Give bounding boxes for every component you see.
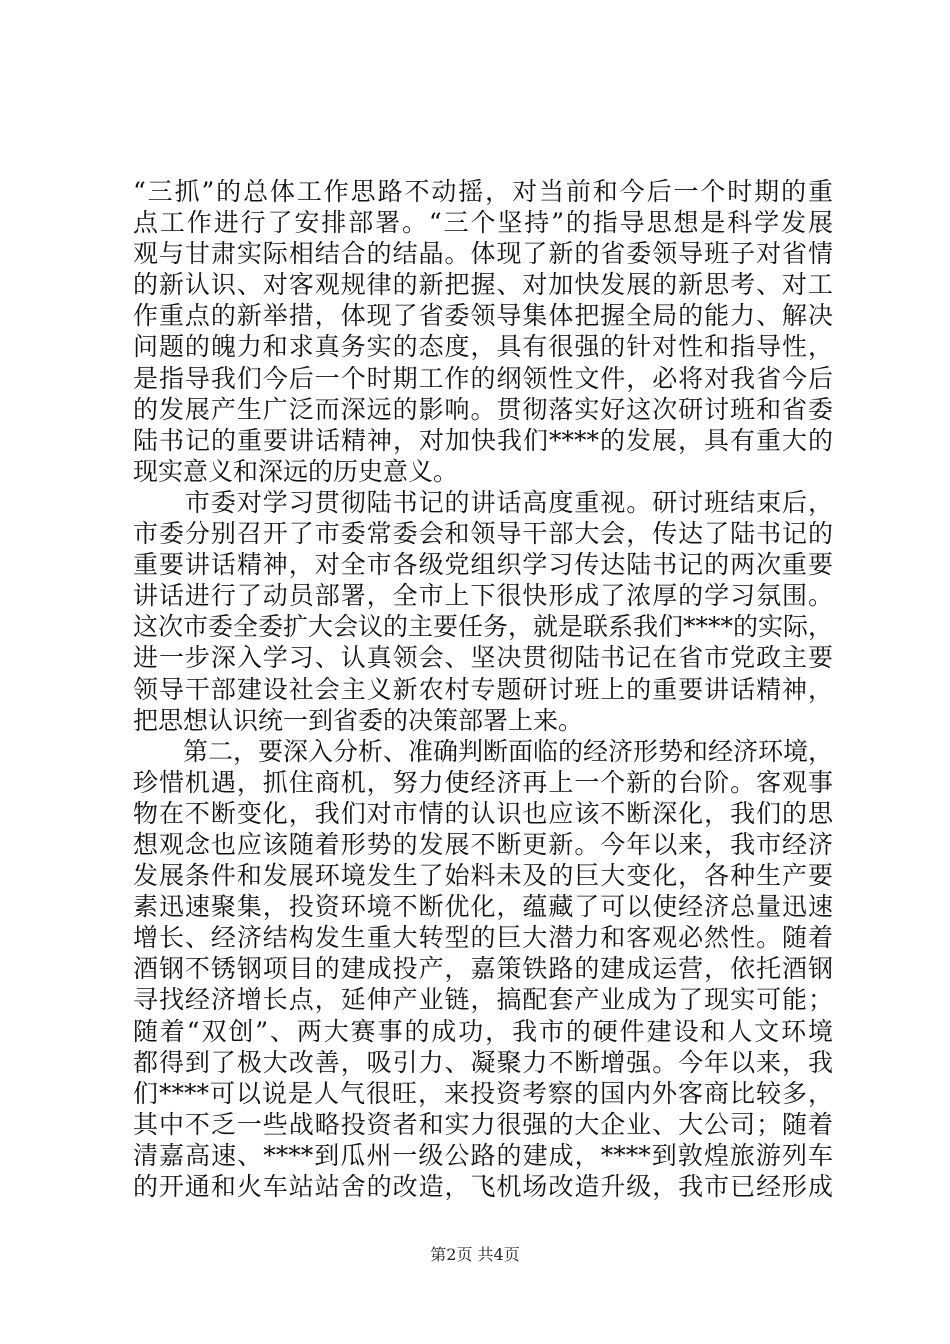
- page-number-label: 第2页 共4页: [430, 1245, 520, 1264]
- text-line: 珍惜机遇，抓住商机，努力使经济再上一个新的台阶。客观事: [133, 767, 833, 797]
- text-line: 市委分别召开了市委常委会和领导干部大会，传达了陆书记的: [133, 519, 833, 549]
- text-line: 清嘉高速、****到瓜州一级公路的建成，****到敦煌旅游列车: [133, 1140, 833, 1170]
- text-line: 观与甘肃实际相结合的结晶。体现了新的省委领导班子对省情: [133, 239, 833, 269]
- text-line: 把思想认识统一到省委的决策部署上来。: [133, 705, 584, 735]
- text-line: 都得到了极大改善，吸引力、凝聚力不断增强。今年以来，我: [133, 1047, 833, 1077]
- text-line: 们****可以说是人气很旺，来投资考察的国内外客商比较多，: [133, 1078, 833, 1108]
- text-line: 的新认识、对客观规律的新把握、对加快发展的新思考、对工: [133, 270, 833, 300]
- text-line: 重要讲话精神，对全市各级党组织学习传达陆书记的两次重要: [133, 550, 833, 580]
- text-line: 进一步深入学习、认真领会、坚决贯彻陆书记在省市党政主要: [133, 643, 833, 673]
- text-line: 讲话进行了动员部署，全市上下很快形成了浓厚的学习氛围。: [133, 581, 833, 611]
- page-footer: [0, 1245, 950, 1265]
- text-line: 这次市委全委扩大会议的主要任务，就是联系我们****的实际，: [133, 612, 834, 642]
- text-line: 想观念也应该随着形势的发展不断更新。今年以来，我市经济: [133, 829, 833, 859]
- text-line: 物在不断变化，我们对市情的认识也应该不断深化，我们的思: [133, 798, 833, 828]
- text-line: 增长、经济结构发生重大转型的巨大潜力和客观必然性。随着: [133, 923, 833, 953]
- text-line: “三抓”的总体工作思路不动摇，对当前和今后一个时期的重: [133, 177, 833, 206]
- text-line: 领导干部建设社会主义新农村专题研讨班上的重要讲话精神，: [133, 674, 833, 704]
- text-line: 是指导我们今后一个时期工作的纲领性文件，必将对我省今后: [133, 363, 833, 393]
- text-line: 点工作进行了安排部署。“三个坚持”的指导思想是科学发展: [133, 208, 833, 238]
- text-line: 第二，要深入分析、准确判断面临的经济形势和经济环境，: [133, 736, 834, 766]
- text-line: 作重点的新举措，体现了省委领导集体把握全局的能力、解决: [133, 301, 833, 331]
- text-line: 的发展产生广泛而深远的影响。贯彻落实好这次研讨班和省委: [133, 394, 833, 424]
- text-line: 的开通和火车站站舍的改造，飞机场改造升级，我市已经形成: [133, 1172, 833, 1201]
- text-line: 其中不乏一些战略投资者和实力很强的大企业、大公司；随着: [133, 1109, 833, 1139]
- text-line: 随着“双创”、两大赛事的成功，我市的硬件建设和人文环境: [133, 1016, 833, 1046]
- document-body: [133, 176, 833, 1202]
- text-line: 酒钢不锈钢项目的建成投产，嘉策铁路的建成运营，依托酒钢: [133, 954, 833, 984]
- text-line: 素迅速聚集，投资环境不断优化，蕴藏了可以使经济总量迅速: [133, 892, 833, 922]
- text-line: 陆书记的重要讲话精神，对加快我们****的发展，具有重大的: [133, 425, 833, 455]
- text-line: 问题的魄力和求真务实的态度，具有很强的针对性和指导性，: [133, 332, 833, 362]
- text-line: 寻找经济增长点，延伸产业链，搞配套产业成为了现实可能；: [133, 985, 833, 1015]
- text-line: 现实意义和深远的历史意义。: [133, 456, 459, 486]
- text-line: 市委对学习贯彻陆书记的讲话高度重视。研讨班结束后，: [133, 487, 833, 517]
- text-line: 发展条件和发展环境发生了始料未及的巨大变化，各种生产要: [133, 861, 833, 891]
